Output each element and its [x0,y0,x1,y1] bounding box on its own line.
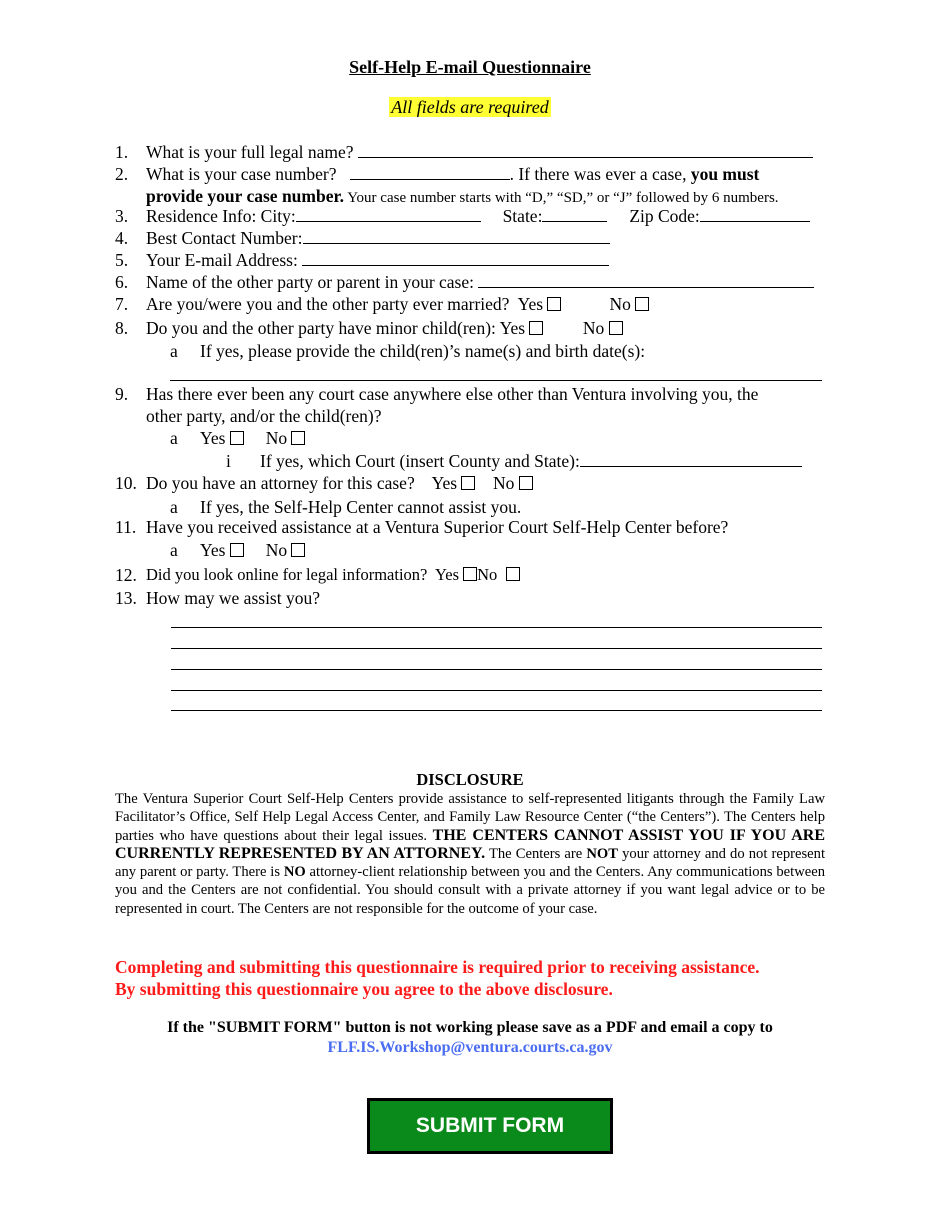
assist-field-line[interactable] [171,669,822,670]
warning-text: Completing and submitting this questionnaire is required prior to receiving assistance. By submitting this questionnaire you agree to the above disclosure. [115,957,760,999]
contact-number-field[interactable] [303,227,610,244]
question-10a: a If yes, the Self-Help Center cannot assist you. [170,497,522,517]
disclosure-title: DISCLOSURE [416,770,524,789]
assist-field-line[interactable] [171,710,822,711]
other-case-yes-checkbox[interactable] [230,431,244,445]
submit-form-button[interactable]: SUBMIT FORM [367,1098,613,1154]
email-link[interactable]: FLF.IS.Workshop@ventura.courts.ca.gov [327,1039,613,1056]
married-yes-checkbox[interactable] [547,297,561,311]
online-no-checkbox[interactable] [506,567,520,581]
question-9a: a Yes No [170,427,178,449]
prior-help-yes-checkbox[interactable] [230,543,244,557]
full-name-field[interactable] [358,141,813,158]
questionnaire-page: Self-Help E-mail Questionnaire All fields are required 1. What is your full legal name? 2. What is your case number? . If there was ever a case, you must provide your case number. Your case number starts with “D,” “SD,” or “J” followed by 6 numbers. 3. Residence Info: City: State: Zip Code: 4. Best Contact Number: 5. Your E-mail Address: 6. Name of the other party or parent in your case: 7. Are you/were you and the other party ever married? Yes No 8. Do you and the other party have minor child(ren): Yes No a If yes, please provide the child(ren)’s name(s) and birth date(s): 9. Has there ever been any court case anywhere else other than Ventura involving you, the other party, and/or the child(ren)? a Yes No i If yes, which Court (insert County and State): 10. Do you have an attorney for this case? Yes No a If yes, the Self-Help Center cannot assist you. 11. Have you received assistance at a Ventura Superior Court Self-Help Center before? a Yes No 12. Did you look online for legal information? Yes No 13. How may we assist you? DISCLOSURE The Ventura Superior Court Self-Help Centers provide assistance to self-represented litigants through the Family Law Facilitator’s Office, Self Help Legal Access Center, and Family Law Resource Center (“the Centers”). The Centers help parties who have questions about their legal issues. THE CENTERS CANNOT ASSIST YOU IF YOU ARE CURRENTLY REPRESENTED BY AN ATTORNEY. The Centers are NOT your attorney and do not represent any parent or party. There is NO attorney-client relationship between you and the Centers. Any communications between you and the Centers are not confidential. You should consult with a private attorney if you want legal advice or to be represented in court. The Centers are not responsible for the outcome of your case. Completing and submitting this questionnaire is required prior to receiving assistance. By submitting this questionnaire you agree to the above disclosure. If the "SUBMIT FORM" button is not working please save as a PDF and email a copy to FLF.IS.Workshop@ventura.courts.ca.gov SUBMIT FORM [0,0,950,1230]
case-number-field[interactable] [350,163,510,180]
question-9ai: i If yes, which Court (insert County and State): [226,450,231,472]
zip-field[interactable] [700,205,810,222]
assist-field-line[interactable] [171,627,822,628]
page-title: Self-Help E-mail Questionnaire [349,57,591,77]
state-field[interactable] [542,205,607,222]
other-case-no-checkbox[interactable] [291,431,305,445]
question-11a: a Yes No [170,539,178,561]
children-no-checkbox[interactable] [609,321,623,335]
other-party-field[interactable] [478,271,814,288]
email-field[interactable] [302,249,609,266]
required-note: All fields are required [391,97,549,117]
question-8a: a If yes, please provide the child(ren)’s name(s) and birth date(s): [170,341,646,361]
attorney-no-checkbox[interactable] [519,476,533,490]
assist-field-line[interactable] [171,690,822,691]
children-info-field[interactable] [170,380,822,381]
children-yes-checkbox[interactable] [529,321,543,335]
disclosure-text: The Ventura Superior Court Self-Help Centers provide assistance to self-represented litigants through the Family Law Facilitator’s Office, Self Help Legal Access Center, and Family Law Resource Center (“the Centers”). The Centers help parties who have questions about their legal issues. THE CENTERS CANNOT ASSIST YOU IF YOU ARE CURRENTLY REPRESENTED BY AN ATTORNEY. The Centers are NOT your attorney and do not represent any parent or party. There is NO attorney-client relationship between you and the Centers. Any communications between you and the Centers are not confidential. You should consult with a private attorney if you want legal advice or to be represented in court. The Centers are not responsible for the outcome of your case. [115,791,825,917]
assist-field-line[interactable] [171,648,822,649]
online-yes-checkbox[interactable] [463,567,477,581]
city-field[interactable] [296,205,481,222]
question-2: 2. What is your case number? . If there was ever a case, you must provide your case number. Your case number starts with “D,” “SD,” or “J” followed by 6 numbers. [115,164,779,206]
question-9: 9. Has there ever been any court case anywhere else other than Ventura involving you, the other party, and/or the child(ren)? [115,384,759,426]
submit-note: If the "SUBMIT FORM" button is not working please save as a PDF and email a copy to FLF.IS.Workshop@ventura.courts.ca.gov [0,1018,940,1058]
married-no-checkbox[interactable] [635,297,649,311]
other-court-field[interactable] [580,450,802,467]
attorney-yes-checkbox[interactable] [461,476,475,490]
prior-help-no-checkbox[interactable] [291,543,305,557]
